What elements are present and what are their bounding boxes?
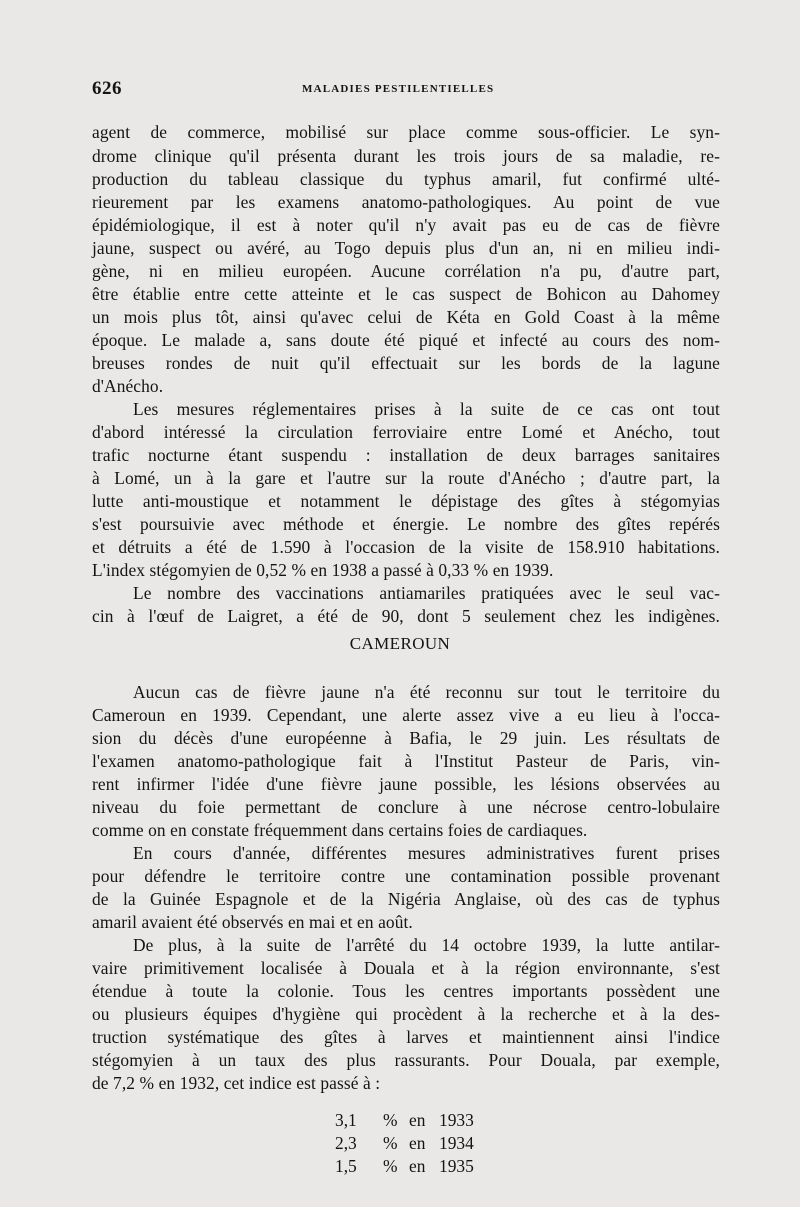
text-line: Le nombre des vaccinations antiamariles pratiquées avec le seul vac- [133,583,720,603]
stat-unit: % [383,1156,398,1176]
text-line: trafic nocturne étant suspendu : installation de deux barrages sanitaires [92,445,720,465]
page-header [92,78,722,102]
text-line: pour défendre le territoire contre une contamination possible provenant [92,866,720,886]
text-line: sion du décès d'une européenne à Bafia, le 29 juin. Les résultats de [92,728,720,748]
text-line: un mois plus tôt, ainsi qu'avec celui de Kéta en Gold Coast à la même [92,307,720,327]
stat-unit: % [383,1133,398,1153]
text-line: comme on en constate fréquemment dans certains foies de cardiaques. [92,820,588,840]
text-line: et détruits a été de 1.590 à l'occasion de la visite de 158.910 habitations. [92,537,720,557]
text-line: rieurement par les examens anatomo-pathologiques. Au point de vue [92,192,720,212]
running-title: MALADIES PESTILENTIELLES [302,83,495,95]
stat-word: en [409,1156,426,1176]
text-line: gène, ni en milieu européen. Aucune corrélation n'a pu, d'autre part, [92,261,720,281]
section-heading: CAMEROUN [349,634,451,653]
text-line: s'est poursuivie avec méthode et énergie. Le nombre des gîtes repérés [92,514,720,534]
stat-value: 1,5 [335,1156,357,1176]
text-line: lutte anti-moustique et notamment le dépistage des gîtes à stégomyias [92,491,720,511]
text-line: amaril avaient été observés en mai et en août. [92,912,413,932]
text-line: agent de commerce, mobilisé sur place comme sous-officier. Le syn- [92,122,720,142]
text-line: Cameroun en 1939. Cependant, une alerte assez vive a eu lieu à l'occa- [92,705,720,725]
text-line: L'index stégomyien de 0,52 % en 1938 a passé à 0,33 % en 1939. [92,560,554,580]
text-line: épidémiologique, il est à noter qu'il n'y avait pas eu de cas de fièvre [92,215,720,235]
stat-row [335,1131,499,1155]
text-line: De plus, à la suite de l'arrêté du 14 octobre 1939, la lutte antilar- [133,935,720,955]
text-line: à Lomé, un à la gare et l'autre sur la route d'Anécho ; d'autre part, la [92,468,720,488]
text-line: Les mesures réglementaires prises à la suite de ce cas ont tout [133,399,720,419]
text-line: stégomyien à un taux des plus rassurants. Pour Douala, par exemple, [92,1050,720,1070]
text-line: production du tableau classique du typhus amaril, fut confirmé ulté- [92,169,720,189]
text-line: drome clinique qu'il présenta durant les trois jours de sa maladie, re- [92,146,720,166]
stat-value: 2,3 [335,1133,357,1153]
text-line: de 7,2 % en 1932, cet indice est passé à : [92,1073,381,1093]
stat-row [335,1108,499,1132]
text-line: d'Anécho. [92,376,164,396]
text-line: être établie entre cette atteinte et le cas suspect de Bohicon au Dahomey [92,284,720,304]
text-line: l'examen anatomo-pathologique fait à l'Institut Pasteur de Paris, vin- [92,751,720,771]
text-line: Aucun cas de fièvre jaune n'a été reconnu sur tout le territoire du [133,682,720,702]
text-line: truction systématique des gîtes à larves et maintiennent ainsi l'indice [92,1027,720,1047]
stat-year: 1934 [439,1133,474,1153]
stat-year: 1933 [439,1110,474,1130]
text-line: d'abord intéressé la circulation ferroviaire entre Lomé et Anécho, tout [92,422,720,442]
text-line: époque. Le malade a, sans doute été piqué et infecté au cours des nom- [92,330,720,350]
text-line: breuses rondes de nuit qu'il effectuait sur les bords de la lagune [92,353,720,373]
stat-word: en [409,1110,426,1130]
text-line: de la Guinée Espagnole et de la Nigéria Anglaise, où des cas de typhus [92,889,720,909]
stat-value: 3,1 [335,1110,357,1130]
text-line: En cours d'année, différentes mesures administratives furent prises [133,843,720,863]
stat-year: 1935 [439,1156,474,1176]
text-line: étendue à toute la colonie. Tous les centres importants possèdent une [92,981,720,1001]
stat-row [335,1154,499,1178]
stat-unit: % [383,1110,398,1130]
text-line: jaune, suspect ou avéré, au Togo depuis plus d'un an, ni en milieu indi- [92,238,720,258]
text-line: cin à l'œuf de Laigret, a été de 90, dont 5 seulement chez les indigènes. [92,606,720,626]
text-line: niveau du foie permettant de conclure à une nécrose centro-lobulaire [92,797,720,817]
text-line: vaire primitivement localisée à Douala et à la région environnante, s'est [92,958,720,978]
text-line: ou plusieurs équipes d'hygiène qui procèdent à la recherche et à la des- [92,1004,720,1024]
stat-word: en [409,1133,426,1153]
text-line: rent infirmer l'idée d'une fièvre jaune possible, les lésions observées au [92,774,720,794]
page-number: 626 [92,78,122,99]
